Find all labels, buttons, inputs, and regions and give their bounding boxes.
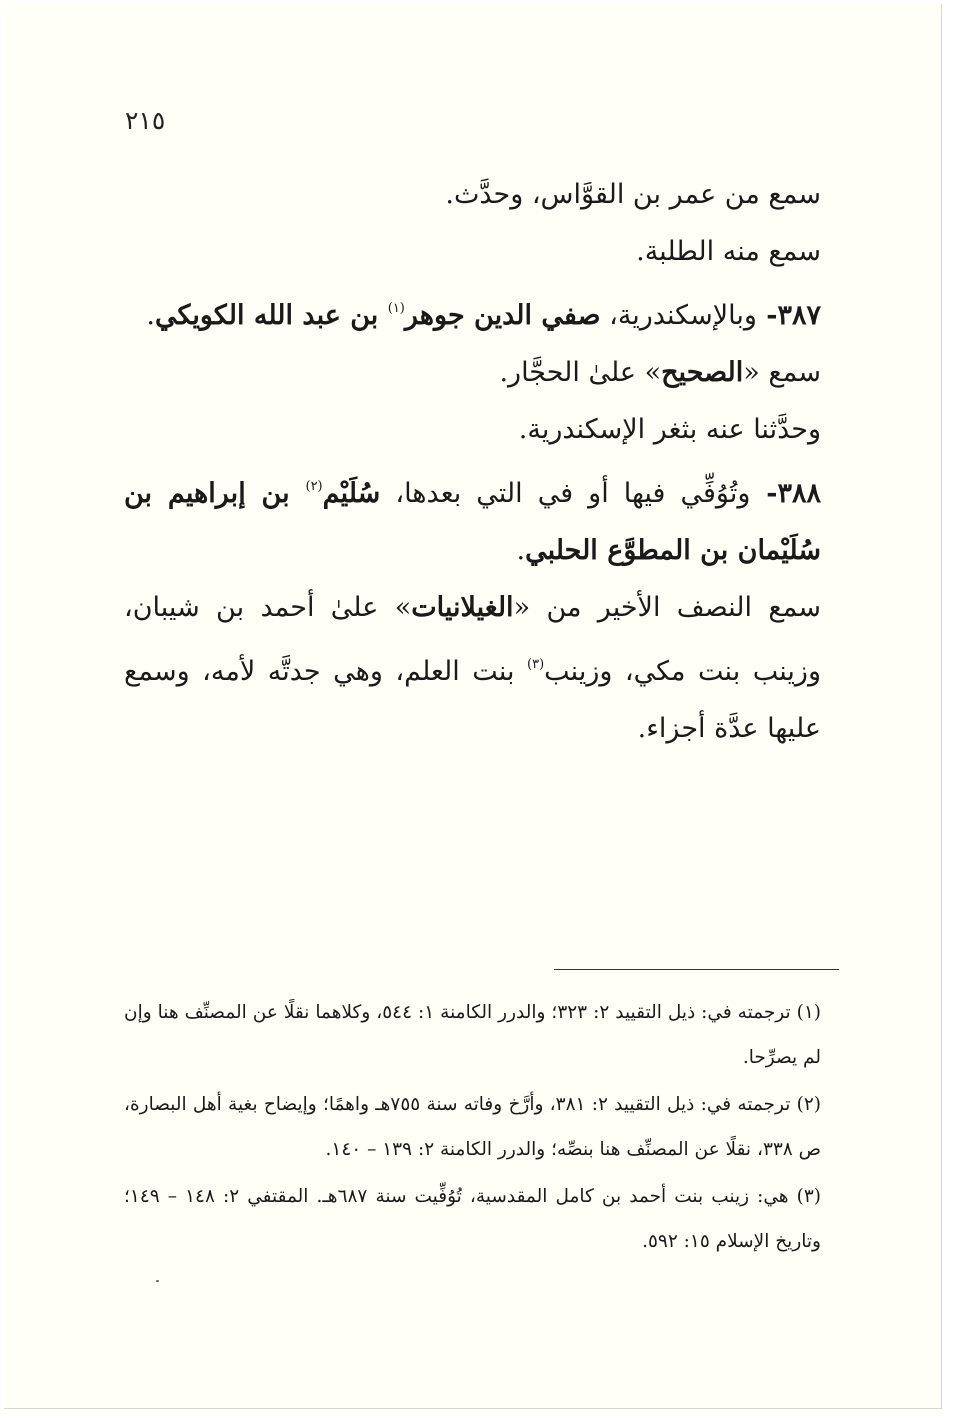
text-segment: سمع النصف الأخير من « [513, 592, 821, 623]
line-heard-sahih [124, 344, 821, 401]
footnote-ref: (٢) [305, 479, 323, 494]
entry-number: ٣٨٨- [750, 478, 822, 509]
scan-speck [156, 1280, 159, 1282]
text-segment: سمع « [743, 357, 821, 388]
footnotes [124, 990, 821, 1266]
entry-387 [124, 280, 821, 344]
entry-name-cont: بن إبراهيم بن سُلَيْمان بن المطوَّع الحلبي [124, 478, 821, 566]
book-page [4, 4, 942, 1409]
footnote-1: (١) ترجمته في: ذيل التقييد ٢: ٣٢٣؛ والدرر الكامنة ١: ٥٤٤، وكلاهما نقلًا عن المصنِّف هنا وإن لم يصرِّحا. [124, 1002, 821, 1068]
line-heard-ghaylaniyyat [124, 579, 821, 757]
line-students-heard: سمع منه الطلبة. [636, 236, 821, 267]
footnote-separator [554, 969, 839, 970]
line-narrated-alexandria: وحدَّثنا عنه بثغر الإسكندرية. [518, 414, 821, 445]
entry-number: ٣٨٧- [756, 300, 821, 331]
book-title: الغيلانيات [411, 592, 514, 623]
entry-name: سُلَيْم [322, 478, 381, 509]
footnote-2: (٢) ترجمته في: ذيل التقييد ٢: ٣٨١، وأرَّخ وفاته سنة ٧٥٥هـ واهمًا؛ وإيضاح بغية أهل البصارة، ص ٣٣٨، نقلًا عن المصنِّف هنا بنصِّه؛ والدرر الكامنة ٢: ١٣٩ – ١٤٠. [124, 1094, 821, 1160]
entry-name: صفي الدين جوهر [404, 300, 601, 331]
entry-end: . [146, 300, 155, 331]
page-number: ٢١٥ [125, 106, 166, 135]
entry-end: . [516, 535, 526, 566]
entry-text: وتُوُفِّي فيها أو في التي بعدها، [380, 478, 751, 509]
book-title: الصحيح [661, 357, 744, 388]
text-segment: » علىٰ الحجَّار. [499, 357, 662, 388]
entry-text: وبالإسكندرية، [600, 300, 757, 331]
footnote-ref: (٣) [527, 657, 545, 672]
entry-388 [124, 458, 821, 579]
text-segment: » علىٰ أحمد بن شيبان، وزينب بنت مكي، وزينب [124, 592, 821, 687]
entry-name-cont: بن عبد الله الكويكي [154, 300, 388, 331]
main-text [124, 166, 821, 757]
footnote-ref: (١) [387, 301, 405, 316]
line-heard-from-umar: سمع من عمر بن القوَّاس، وحدَّث. [445, 179, 821, 210]
text-segment: بنت العلم، وهي جدتَّه لأمه، وسمع عليها عدَّة أجزاء. [124, 656, 821, 744]
footnote-3: (٣) هي: زينب بنت أحمد بن كامل المقدسية، تُوُفِّيت سنة ٦٨٧هـ. المقتفي ٢: ١٤٨ – ١٤٩؛ وتاريخ الإسلام ١٥: ٥٩٢. [124, 1186, 821, 1252]
